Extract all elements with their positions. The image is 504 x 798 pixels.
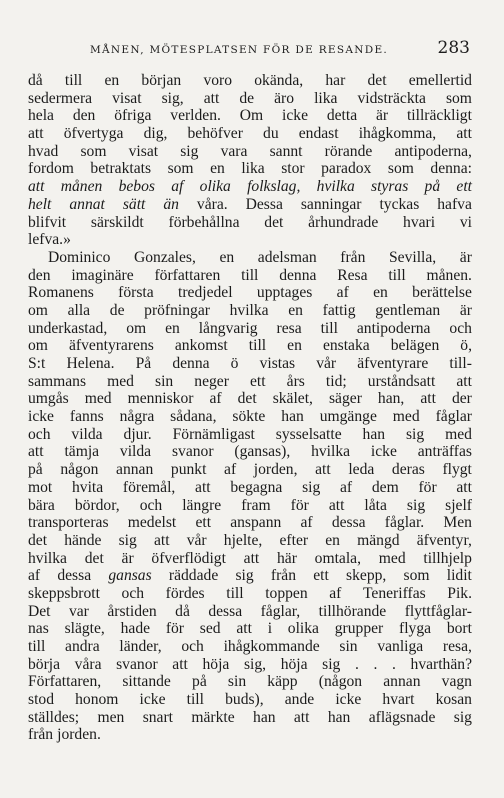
text-line: då till en början voro okända, har det emellertid (28, 72, 472, 89)
text-line: Romanens första tredjedel upptages af en berättelse (28, 284, 472, 302)
text-line: på någon annan punkt af jorden, att leda deras flygt (28, 461, 472, 479)
text-line: om alla de pröfningar hvilka en fattig gentleman är (28, 301, 472, 319)
page-number: 283 (437, 38, 470, 58)
text-line: fordom betraktats som en lika stor paradox som denna: (28, 160, 472, 178)
text-line: mot hvita föremål, att begagna sig af dem för att (28, 478, 472, 496)
running-head: MÅNEN, MÖTESPLATSEN FÖR DE RESANDE. (90, 44, 389, 56)
text-line: att månen bebos af olika folkslag, hvilka styras på ett (28, 178, 472, 196)
text-line: från jorden. (28, 726, 101, 744)
text-line: Författaren, sittande på sin käpp (någon annan vagn (28, 673, 472, 691)
text-line: S:t Helena. På denna ö vistas vår äfventyrare till- (28, 355, 472, 372)
text-line: sedermera visat sig, att de äro lika vidsträckta som (28, 89, 472, 107)
text-line: det hände sig att vår hjelte, efter en mängd äfventyr, (28, 531, 472, 549)
text-line: bära bördor, och längre fram för att låta sig sjelf (28, 496, 472, 514)
text-line: blifvit särskildt förbehållna det århundrade hvari vi (28, 213, 472, 231)
text-line: af dessa gansas räddade sig från ett skepp, som lidit (28, 567, 472, 585)
text-line: helt annat sätt än våra. Dessa sanningar tyckas hafva (28, 195, 472, 213)
page-header (30, 38, 470, 60)
text-line: hvad som visat sig vara sannt rörande antipoderna, (28, 142, 472, 160)
text-line: stod honom icke till buds), ande icke hvart kosan (28, 691, 472, 709)
text-line: att öfvertyga dig, behöfver du endast ihågkomma, att (28, 125, 472, 143)
text-line: icke fanns några sådana, sökte han umgänge med fåglar (28, 408, 472, 426)
text-line: hvilka det är öfverflödigt att här omtala, med tillhjelp (28, 549, 472, 567)
body-text (28, 72, 472, 744)
text-line: skeppsbrott och fördes till toppen af Teneriffas Pik. (28, 584, 472, 602)
text-line: Det var årstiden då dessa fåglar, tillhörande flyttfåglar- (28, 602, 472, 620)
text-line: sammans med sin neger ett års tid; urståndsatt att (28, 372, 472, 390)
text-line: ställdes; men snart märkte han att han aflägsnade sig (28, 708, 472, 726)
text-line: den imaginäre författaren till denna Resa till månen. (28, 266, 472, 284)
text-line: hela den öfriga verlden. Om icke detta är tillräckligt (28, 107, 472, 125)
text-line: Dominico Gonzales, en adelsman från Sevilla, är (48, 248, 472, 266)
text-line: underkastad, om en långvarig resa till antipoderna och (28, 319, 472, 337)
text-line: umgås med menniskor af det skälet, säger han, att der (28, 390, 472, 408)
text-line: till andra länder, och ihågkommande sin vanliga resa, (28, 638, 472, 655)
text-line: lefva.» (28, 231, 71, 249)
text-line: transporteras medelst ett anspann af dessa fåglar. Men (28, 514, 472, 532)
text-line: och vilda djur. Förnämligast sysselsatte han sig med (28, 425, 472, 443)
text-line: nas slägte, hade för sed att i olika grupper flyga bort (28, 620, 472, 638)
text-line: om äfventyrarens ankomst till en enstaka belägen ö, (28, 337, 472, 355)
text-line: börja våra svanor att höja sig, höja sig . . . hvarthän? (28, 655, 472, 673)
text-line: att tämja vilda svanor (gansas), hvilka icke anträffas (28, 443, 472, 461)
